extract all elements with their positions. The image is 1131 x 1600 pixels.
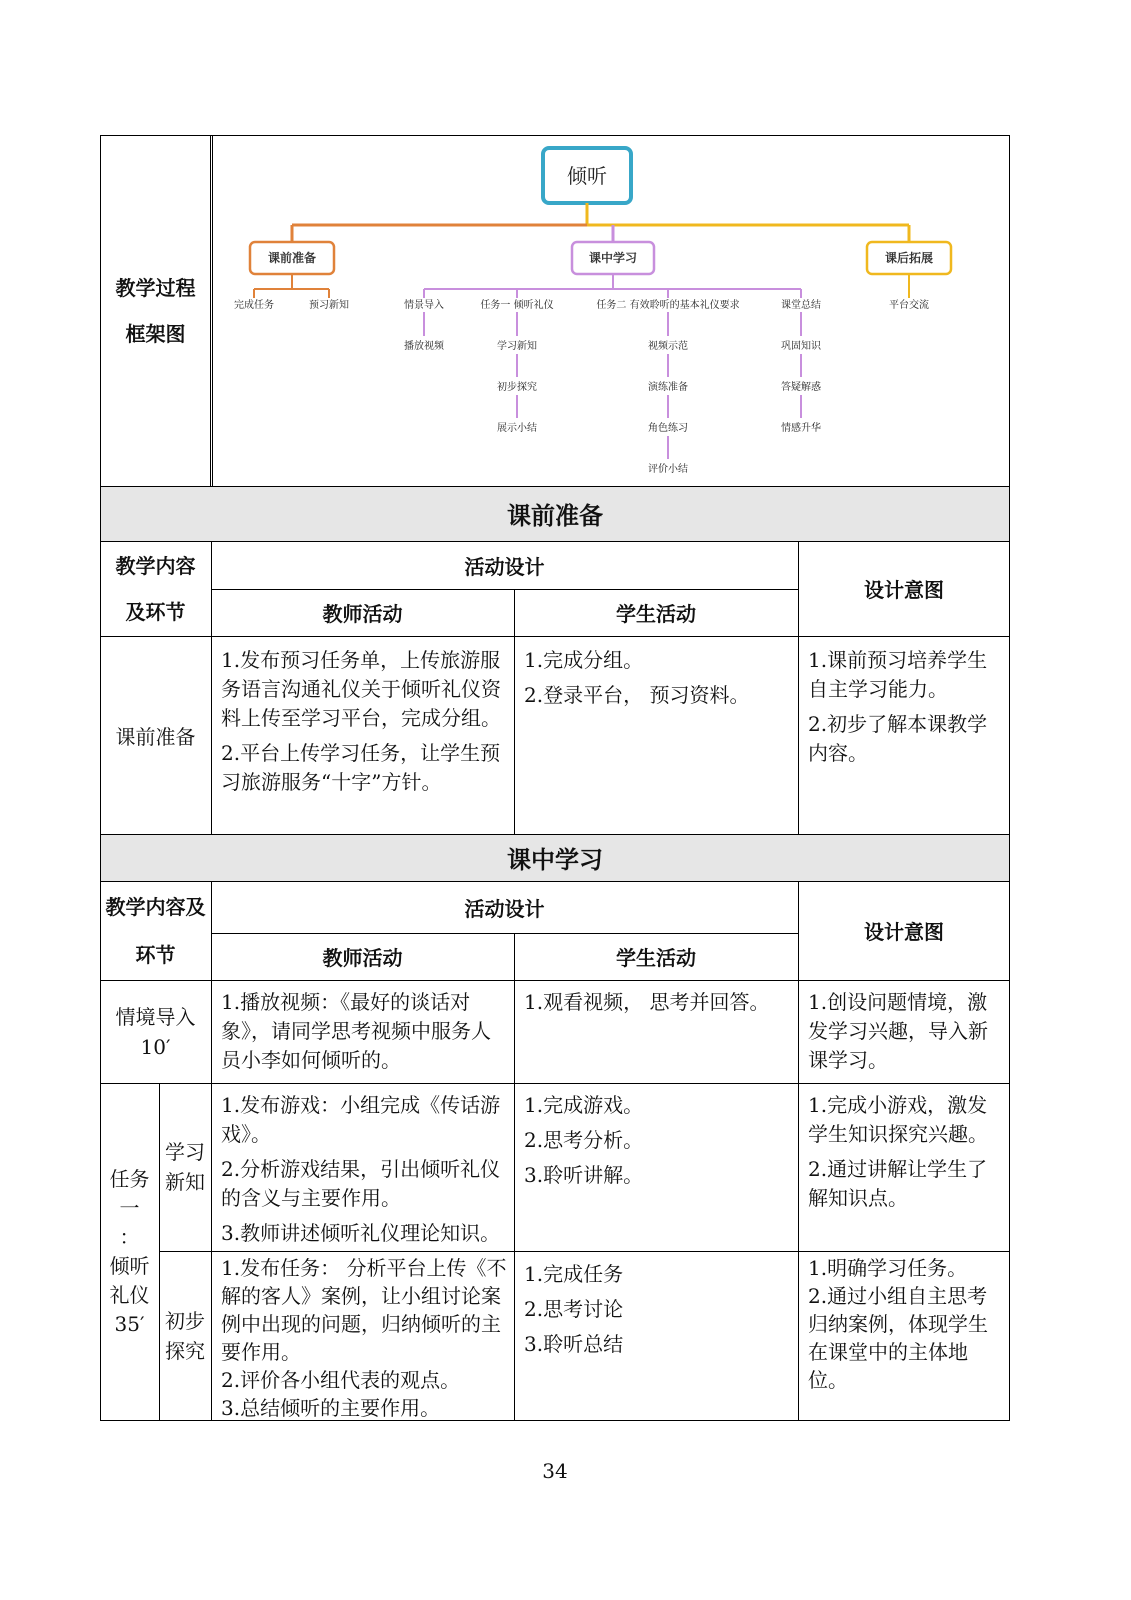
in-header-content-line2: 环节	[135, 942, 176, 967]
learn-student-item: 2.思考分析。	[524, 1128, 644, 1152]
in-class-section-title: 课中学习	[507, 845, 603, 874]
mindmap-sub-show: 展示小结	[497, 423, 537, 434]
intro-stage-line1: 情境导入	[115, 1004, 196, 1029]
mindmap-leaf-task2: 任务二 有效聆听的基本礼仪要求	[596, 300, 740, 311]
mindmap-sub-demo: 视频示范	[648, 341, 688, 352]
learn-sub-line1: 学习	[165, 1140, 205, 1164]
mindmap-leaf-platform: 平台交流	[889, 300, 929, 311]
learn-sub-label	[159, 1083, 211, 1251]
mindmap-sub-evaluate: 评价小结	[648, 464, 688, 475]
intro-teacher-item: 1.播放视频：《最好的谈话对象》，请同学思考视频中服务人员小李如何倾听的。	[221, 990, 491, 1072]
explore-teacher-item: 2.评价各小组代表的观点。	[221, 1368, 461, 1392]
learn-teacher-item: 1.发布游戏：小组完成《传话游戏》。	[221, 1093, 501, 1146]
pre-header-intent: 设计意图	[864, 578, 944, 602]
explore-student-item: 1.完成任务	[524, 1262, 624, 1286]
intro-teacher	[221, 988, 508, 1081]
learn-intent-item: 2.通过讲解让学生了解知识点。	[808, 1157, 988, 1210]
explore-teacher	[221, 1254, 508, 1422]
intro-stage	[100, 980, 211, 1083]
mindmap-leaf-scene-intro: 情景导入	[404, 300, 444, 311]
in-header-teacher: 教师活动	[322, 946, 403, 970]
intro-stage-line2: 10′	[140, 1034, 171, 1059]
framework-label	[100, 135, 211, 486]
task1-label-line: ：	[119, 1224, 140, 1249]
mindmap-sub-learn: 学习新知	[497, 341, 537, 352]
in-header-content	[100, 881, 211, 980]
explore-sub-line2: 探究	[165, 1338, 205, 1363]
pre-row-student	[524, 646, 792, 716]
task1-label-line: 礼仪	[109, 1282, 150, 1307]
mindmap-leaf-preview: 预习新知	[309, 300, 349, 311]
page-number: 34	[542, 1459, 568, 1483]
learn-student-item: 1.完成游戏。	[524, 1093, 644, 1117]
framework-label-line2: 框架图	[125, 321, 186, 346]
pre-student-item: 1.完成分组。	[524, 648, 644, 672]
in-header-student: 学生活动	[616, 946, 696, 970]
pre-student-item: 2.登录平台， 预习资料。	[524, 683, 750, 707]
mindmap	[212, 136, 1009, 485]
explore-sub-label	[159, 1251, 211, 1420]
intro-intent-item: 1.创设问题情境，激发学习兴趣，导入新课学习。	[808, 990, 988, 1072]
pre-teacher-item: 2.平台上传学习任务，让学生预习旅游服务“十字”方针。	[221, 741, 501, 794]
mindmap-sub-play-video: 播放视频	[404, 341, 444, 352]
task1-label	[100, 1083, 159, 1420]
mindmap-branch-post-label: 课后拓展	[884, 251, 934, 265]
mindmap-sub-emotion: 情感升华	[781, 423, 821, 434]
task1-label-line: 一	[119, 1195, 140, 1220]
learn-student	[524, 1091, 792, 1196]
pre-teacher-item: 1.发布预习任务单，上传旅游服务语言沟通礼仪关于倾听礼仪资料上传至学习平台，完成分组。	[221, 648, 501, 730]
mindmap-leaf-task1: 任务一 倾听礼仪	[480, 300, 554, 311]
explore-teacher-item: 1.发布任务： 分析平台上传《不解的客人》案例，让小组讨论案例中出现的问题，归纳倾听的主要作用。	[221, 1256, 507, 1364]
task1-label-line: 35′	[114, 1311, 145, 1336]
explore-student	[524, 1260, 792, 1365]
learn-teacher-item: 3.教师讲述倾听礼仪理论知识。	[221, 1221, 501, 1245]
learn-student-item: 3.聆听讲解。	[524, 1163, 644, 1187]
in-header-intent: 设计意图	[864, 920, 944, 944]
learn-teacher-item: 2.分析游戏结果，引出倾听礼仪的含义与主要作用。	[221, 1157, 501, 1210]
pre-row-intent	[808, 646, 1004, 774]
in-header-activity: 活动设计	[464, 896, 545, 921]
learn-sub-line2: 新知	[165, 1170, 205, 1194]
mindmap-branch-pre-label: 课前准备	[267, 251, 317, 265]
mindmap-sub-prepare: 演练准备	[648, 382, 688, 393]
task1-label-line: 倾听	[109, 1253, 150, 1278]
intro-student	[524, 988, 792, 1023]
learn-intent	[808, 1091, 1004, 1219]
pre-header-teacher: 教师活动	[322, 602, 403, 626]
explore-intent	[808, 1254, 1004, 1394]
mindmap-sub-roleplay: 角色练习	[648, 423, 688, 434]
explore-student-item: 3.聆听总结	[524, 1332, 624, 1356]
pre-row-stage: 课前准备	[115, 724, 196, 749]
explore-sub-line1: 初步	[165, 1308, 205, 1333]
pre-intent-item: 2.初步了解本课教学内容。	[808, 712, 988, 765]
pre-header-student: 学生活动	[616, 602, 696, 626]
pre-header-content	[100, 541, 211, 636]
intro-intent	[808, 988, 1004, 1081]
explore-intent-item: 1.明确学习任务。	[808, 1256, 968, 1280]
pre-header-activity: 活动设计	[464, 554, 545, 579]
explore-student-item: 2.思考讨论	[524, 1297, 624, 1321]
mindmap-sub-consolidate: 巩固知识	[781, 341, 821, 352]
task1-label-line: 任务	[109, 1166, 150, 1191]
learn-intent-item: 1.完成小游戏，激发学生知识探究兴趣。	[808, 1093, 988, 1146]
mindmap-sub-qa: 答疑解惑	[781, 382, 821, 393]
mindmap-leaf-summary: 课堂总结	[781, 300, 821, 311]
learn-teacher	[221, 1091, 508, 1254]
mindmap-leaf-complete-task: 完成任务	[234, 300, 274, 311]
mindmap-root-label: 倾听	[567, 164, 607, 188]
explore-intent-item: 2.通过小组自主思考归纳案例，体现学生在课堂中的主体地位。	[808, 1284, 988, 1392]
pre-header-content-line1: 教学内容	[115, 553, 196, 578]
framework-label-line1: 教学过程	[115, 275, 196, 300]
pre-class-section-title: 课前准备	[507, 501, 603, 530]
pre-intent-item: 1.课前预习培养学生自主学习能力。	[808, 648, 988, 701]
pre-row-teacher	[221, 646, 508, 803]
pre-header-content-line2: 及环节	[125, 599, 186, 624]
mindmap-sub-explore: 初步探究	[497, 382, 537, 393]
intro-student-item: 1.观看视频， 思考并回答。	[524, 990, 770, 1014]
mindmap-branch-in-label: 课中学习	[588, 251, 638, 265]
in-header-content-line1: 教学内容及	[105, 894, 206, 919]
explore-teacher-item: 3.总结倾听的主要作用。	[221, 1396, 441, 1420]
